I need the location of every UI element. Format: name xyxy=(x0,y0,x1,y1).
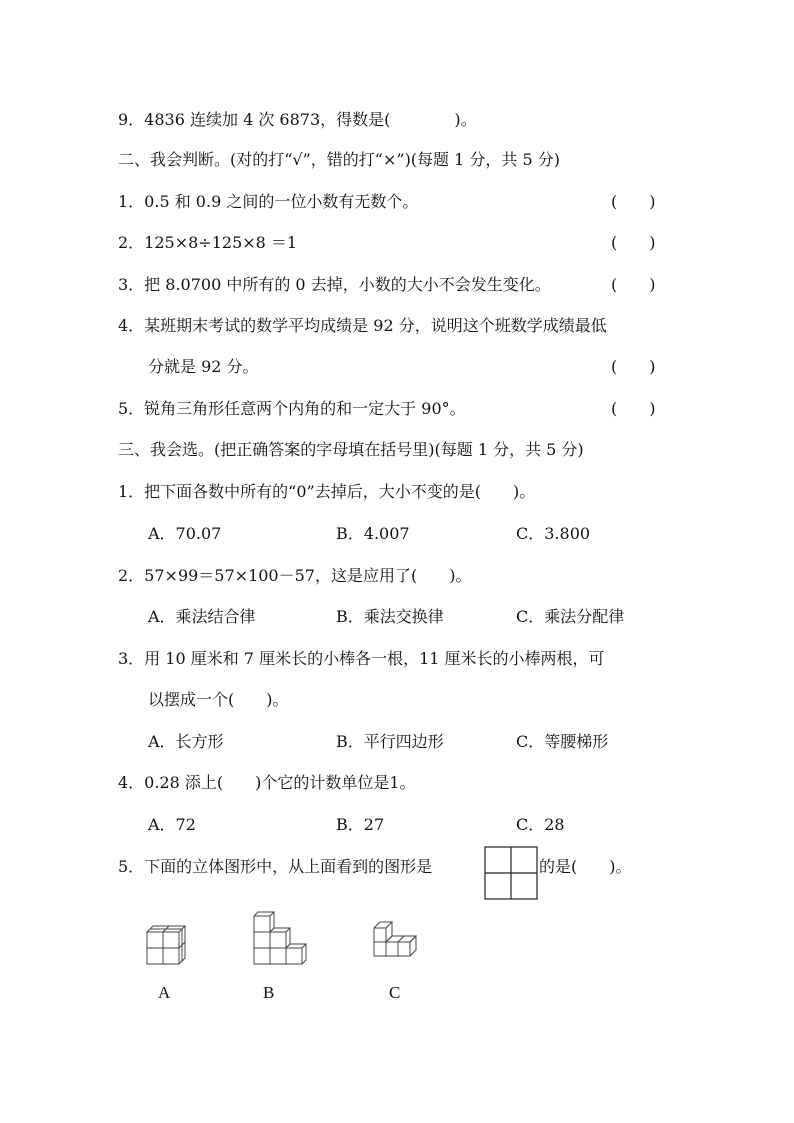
choice-item-5: 5．下面的立体图形中，从上面看到的图形是 xyxy=(118,857,433,876)
choice-3-option-c[interactable]: C．等腰梯形 xyxy=(516,732,609,751)
choice-3-option-a[interactable]: A．长方形 xyxy=(148,732,224,751)
figure-c-label: C xyxy=(389,983,401,1002)
choice-item-4: 4．0.28 添上( )个它的计数单位是1。 xyxy=(118,773,416,792)
choice-2-option-b[interactable]: B．乘法交换律 xyxy=(336,607,444,626)
judge-answer-blank-5[interactable]: ( ) xyxy=(611,399,656,418)
choice-1-option-c[interactable]: C．3.800 xyxy=(516,524,591,543)
choice-4-option-a[interactable]: A．72 xyxy=(148,815,196,834)
figure-c-cube-stack[interactable] xyxy=(372,918,418,960)
judge-answer-blank-3[interactable]: ( ) xyxy=(611,275,656,294)
judge-answer-blank-2[interactable]: ( ) xyxy=(611,233,656,252)
judge-item-5: 5．锐角三角形任意两个内角的和一定大于 90°。 xyxy=(118,399,466,418)
judge-answer-blank-4[interactable]: ( ) xyxy=(611,357,656,376)
choice-1-option-a[interactable]: A．70.07 xyxy=(148,524,222,543)
choice-2-option-a[interactable]: A．乘法结合律 xyxy=(148,607,256,626)
judge-item-2: 2．125×8÷125×8 ＝1 xyxy=(118,233,298,252)
choice-1-option-b[interactable]: B．4.007 xyxy=(336,524,410,543)
choice-3-option-b[interactable]: B．平行四边形 xyxy=(336,732,444,751)
choice-item-5-suffix: 的是( )。 xyxy=(539,857,632,876)
choice-2-option-c[interactable]: C．乘法分配律 xyxy=(516,607,625,626)
judge-item-1: 1．0.5 和 0.9 之间的一位小数有无数个。 xyxy=(118,192,419,211)
choice-item-2: 2．57×99＝57×100－57，这是应用了( )。 xyxy=(118,566,472,585)
judge-answer-blank-1[interactable]: ( ) xyxy=(611,192,656,211)
figure-b-label: B xyxy=(263,983,275,1002)
choice-4-option-c[interactable]: C．28 xyxy=(516,815,565,834)
choice-item-1: 1．把下面各数中所有的“0”去掉后，大小不变的是( )。 xyxy=(118,482,536,501)
choice-item-3-continued: 以摆成一个( )。 xyxy=(148,690,289,709)
judge-item-3: 3．把 8.0700 中所有的 0 去掉，小数的大小不会发生变化。 xyxy=(118,275,551,294)
question-9: 9．4836 连续加 4 次 6873，得数是( )。 xyxy=(118,110,477,129)
choice-item-3: 3．用 10 厘米和 7 厘米长的小棒各一根，11 厘米长的小棒两根，可 xyxy=(118,649,605,668)
section-3-heading: 三、我会选。(把正确答案的字母填在括号里)(每题 1 分，共 5 分) xyxy=(118,440,584,459)
judge-item-4-continued: 分就是 92 分。 xyxy=(148,357,259,376)
figure-a-label: A xyxy=(158,983,171,1002)
section-2-heading: 二、我会判断。(对的打“√”，错的打“×”)(每题 1 分，共 5 分) xyxy=(118,150,560,169)
figure-a-cube-stack[interactable] xyxy=(145,922,187,966)
judge-item-4: 4．某班期末考试的数学平均成绩是 92 分，说明这个班数学成绩最低 xyxy=(118,316,607,335)
top-view-square-figure xyxy=(484,846,538,900)
figure-b-cube-stack[interactable] xyxy=(252,910,308,966)
choice-4-option-b[interactable]: B．27 xyxy=(336,815,385,834)
